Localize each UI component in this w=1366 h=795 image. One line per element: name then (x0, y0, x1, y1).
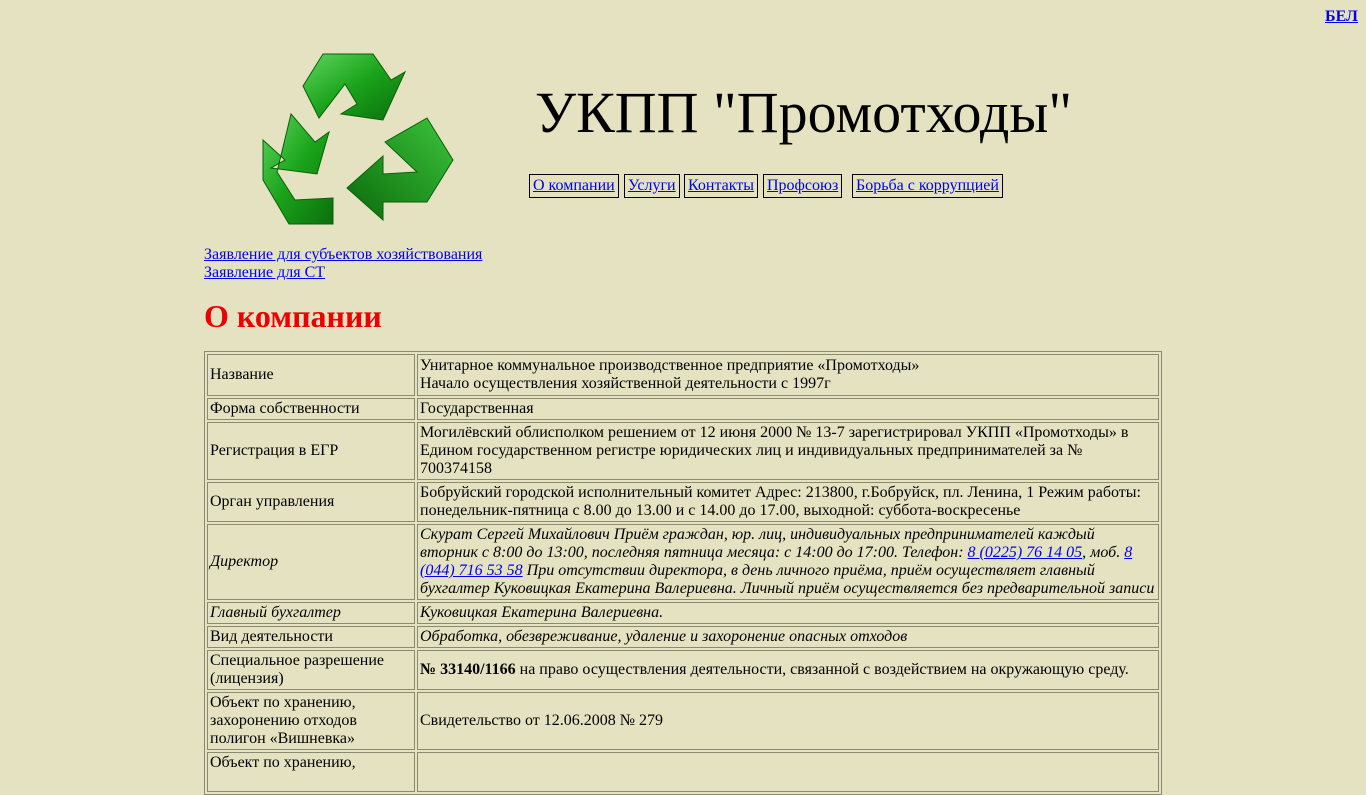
company-start: Начало осуществления хозяйственной деятельности с 1997г (420, 375, 831, 392)
application-business-link[interactable]: Заявление для субъектов хозяйствования (204, 246, 483, 263)
row-label: Орган управления (207, 482, 415, 522)
row-value (417, 524, 1159, 600)
license-description: на право осуществления деятельности, связанной с воздействием на окружающую среду. (515, 661, 1129, 678)
table-row (207, 602, 1159, 624)
nav-services[interactable]: Услуги (624, 174, 680, 198)
page-title: О компании (204, 298, 382, 334)
director-substitute-info: При отсутствии директора, в день личного приёма, приём осуществляет главный бухгалтер Куковицкая Екатерина Валериевна. Личный приём осуществляется без предварительной записи (420, 562, 1155, 597)
row-value: Обработка, обезвреживание, удаление и захоронение опасных отходов (417, 626, 1159, 648)
row-value (417, 752, 1159, 792)
company-name: Унитарное коммунальное производственное предприятие «Промотходы» (420, 357, 920, 374)
table-row (207, 626, 1159, 648)
row-label: Главный бухгалтер (207, 602, 415, 624)
application-st-link[interactable]: Заявление для СТ (204, 264, 326, 281)
row-value: Свидетельство от 12.06.2008 № 279 (417, 692, 1159, 750)
table-row (207, 482, 1159, 522)
row-label: Название (207, 354, 415, 396)
row-value: Могилёвский облисполком решением от 12 июня 2000 № 13-7 зарегистрировал УКПП «Промотходы» в Едином государственном регистре юридических лиц и индивидуальных предпринимателей за № 700374158 (417, 422, 1159, 480)
nav-about[interactable]: О компании (529, 174, 619, 198)
row-label: Объект по хранению, захоронению отходов полигон «Вишневка» (207, 692, 415, 750)
mobile-label: , моб. (1082, 544, 1125, 561)
director-info: Скурат Сергей Михайлович Приём граждан, юр. лиц, индивидуальных предпринимателей каждый вторник с 8:00 до 13:00, последняя пятница месяца: с 14:00 до 17:00. Телефон: (420, 526, 1095, 561)
nav-contacts[interactable]: Контакты (684, 174, 758, 198)
table-row (207, 398, 1159, 420)
table-row (207, 692, 1159, 750)
company-info-table (204, 351, 1162, 795)
recycle-icon (255, 52, 457, 234)
row-label: Объект по хранению, (207, 752, 415, 792)
nav-union[interactable]: Профсоюз (763, 174, 842, 198)
table-row (207, 422, 1159, 480)
row-value (417, 650, 1159, 690)
row-label: Регистрация в ЕГР (207, 422, 415, 480)
table-row (207, 752, 1159, 792)
site-title: УКПП "Промотходы" (535, 80, 1073, 145)
nav-anticorruption[interactable]: Борьба с коррупцией (852, 174, 1003, 198)
row-value: Государственная (417, 398, 1159, 420)
table-row (207, 524, 1159, 600)
table-row (207, 650, 1159, 690)
phone-link[interactable]: 8 (0225) 76 14 05 (967, 544, 1083, 561)
row-value: Куковицкая Екатерина Валериевна. (417, 602, 1159, 624)
license-number: № 33140/1166 (420, 661, 516, 678)
row-label: Вид деятельности (207, 626, 415, 648)
row-label: Директор (207, 524, 415, 600)
row-label: Специальное разрешение (лицензия) (207, 650, 415, 690)
application-links (204, 246, 482, 282)
table-row (207, 354, 1159, 396)
language-switch-link[interactable]: БЕЛ (1325, 8, 1358, 25)
row-value: Бобруйский городской исполнительный комитет Адрес: 213800, г.Бобруйск, пл. Ленина, 1 Режим работы: понедельник-пятница с 8.00 до 13.00 и с 14.00 до 17.00, выходной: суббота-воскресенье (417, 482, 1159, 522)
mobile-phone-link[interactable]: 8 (044) 716 53 58 (420, 544, 1133, 579)
row-label: Форма собственности (207, 398, 415, 420)
row-value (417, 354, 1159, 396)
